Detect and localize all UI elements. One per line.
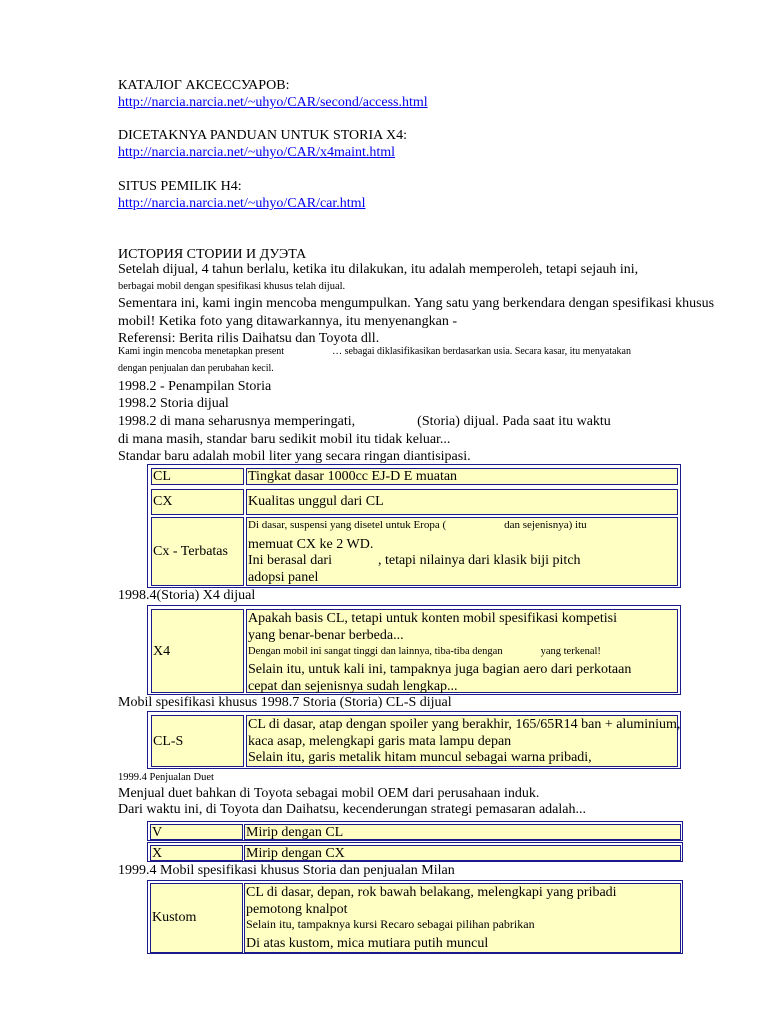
cell-text: Mirip dengan CL	[246, 825, 344, 840]
cls-name	[151, 715, 244, 767]
table-row-cxt-name	[151, 517, 244, 586]
cell-text	[248, 553, 581, 569]
cell-text: Cx - Terbatas	[153, 544, 228, 559]
event-5: Standar baru adalah mobil liter yang secara ringan diantisipasi.	[118, 449, 471, 464]
duet-x-name	[150, 845, 243, 861]
event-4: di mana masih, standar baru sedikit mobil itu tidak keluar...	[118, 432, 451, 447]
kustom-table	[147, 880, 683, 954]
event-1: 1998.2 - Penampilan Storia	[118, 379, 272, 394]
cls-heading: Mobil spesifikasi khusus 1998.7 Storia (Storia) CL-S dijual	[118, 695, 452, 710]
table-row-cx-name	[151, 489, 244, 515]
catalog-link[interactable]: http://narcia.narcia.net/~uhyo/CAR/second/access.html	[118, 95, 428, 110]
cell-text: Kustom	[152, 910, 197, 925]
duet-table-v	[147, 821, 683, 841]
cell-text: Selain itu, tampaknya kursi Recaro sebagai pilihan pabrikan	[246, 917, 535, 931]
cell-text-b: yang terkenal!	[540, 646, 601, 657]
catalog-title: КАТАЛОГ АКСЕССУАРОВ:	[118, 78, 290, 93]
cell-text: X4	[153, 644, 171, 659]
table-row-cxt-desc	[246, 517, 678, 586]
event-3-start: 1998.2 di mana seharusnya memperingati,	[118, 414, 356, 429]
history-p4: mobil! Ketika foto yang ditawarkannya, itu menyenangkan -	[118, 314, 458, 329]
cls-desc	[246, 715, 681, 767]
cell-text: Mirip dengan CX	[246, 846, 345, 861]
milan-heading: 1999.4 Mobil spesifikasi khusus Storia dan penjualan Milan	[118, 863, 455, 878]
cell-text: Selain itu, untuk kali ini, tampaknya juga bagian aero dari perkotaan	[248, 662, 632, 677]
table-row-cx-desc	[246, 489, 678, 515]
cell-text: CX	[153, 494, 173, 509]
history-p7: dengan penjualan dan perubahan kecil.	[118, 363, 274, 374]
cls-table	[147, 711, 681, 769]
history-p5: Referensi: Berita rilis Daihatsu dan Toyota dll.	[118, 331, 380, 346]
cell-text: X	[152, 846, 163, 861]
cell-text: kaca asap, melengkapi garis mata lampu depan	[248, 734, 512, 749]
owner-title: SITUS PEMILIK H4:	[118, 179, 242, 194]
kustom-name	[150, 883, 243, 953]
history-p3: Sementara ini, kami ingin mencoba mengumpulkan. Yang satu yang berkendara dengan spesifikasi khusus	[118, 296, 715, 311]
cell-text-b: , tetapi nilainya dari klasik biji pitch	[377, 553, 581, 568]
x4-table	[147, 605, 681, 695]
cell-text-a: Dengan mobil ini sangat tinggi dan lainnya, tiba-tiba dengan	[248, 646, 503, 657]
cell-text-b: dan sejenisnya) itu	[504, 519, 587, 531]
duet-heading: 1999.4 Penjualan Duet	[118, 772, 214, 783]
cell-text: Tingkat dasar 1000cc EJ-D E muatan	[248, 469, 458, 484]
cell-text: adopsi panel	[248, 570, 319, 585]
x4-desc	[246, 609, 678, 693]
owner-link[interactable]: http://narcia.narcia.net/~uhyo/CAR/car.html	[118, 196, 366, 211]
cell-text: pemotong knalpot	[246, 902, 348, 917]
kustom-desc	[244, 883, 681, 953]
history-title: ИСТОРИЯ СТОРИИ И ДУЭТА	[118, 247, 307, 262]
duet-p1: Menjual duet bahkan di Toyota sebagai mobil OEM dari perusahaan induk.	[118, 786, 540, 801]
cell-text	[248, 645, 601, 658]
history-p2: berbagai mobil dengan spesifikasi khusus telah dijual.	[118, 281, 346, 292]
cell-text: Selain itu, garis metalik hitam muncul sebagai warna pribadi,	[248, 750, 592, 765]
cell-text: cepat dan sejenisnya sudah lengkap...	[248, 679, 458, 694]
history-p1: Setelah dijual, 4 tahun berlalu, ketika itu dilakukan, itu adalah memperoleh, tetapi sejauh ini,	[118, 262, 639, 277]
table-row-cl-name	[151, 468, 244, 485]
cell-text: Di atas kustom, mica mutiara putih muncul	[246, 936, 489, 951]
cell-text	[248, 519, 587, 532]
cell-text-a: Ini berasal dari	[248, 553, 332, 568]
cell-text: CL di dasar, atap dengan spoiler yang berakhir, 165/65R14 ban + aluminium,	[248, 717, 681, 732]
duet-p2: Dari waktu ini, di Toyota dan Daihatsu, kecenderungan strategi pemasaran adalah...	[118, 802, 586, 817]
history-p6	[118, 346, 631, 358]
cell-text-a: Di dasar, suspensi yang disetel untuk Eropa (	[248, 519, 447, 531]
duet-v-name	[150, 824, 243, 840]
table-row-cl-desc	[246, 468, 678, 485]
guide-link[interactable]: http://narcia.narcia.net/~uhyo/CAR/x4maint.html	[118, 145, 396, 160]
cell-text: CL di dasar, depan, rok bawah belakang, melengkapi yang pribadi	[246, 885, 617, 900]
duet-table-x	[147, 842, 683, 862]
duet-x-desc	[244, 845, 681, 861]
event-2: 1998.2 Storia dijual	[118, 396, 229, 411]
event-3	[118, 414, 611, 430]
cell-text: CL	[153, 469, 171, 484]
grade-table	[147, 464, 681, 588]
guide-title: DICETAKNYA PANDUAN UNTUK STORIA X4:	[118, 128, 408, 143]
x4-name	[151, 609, 244, 693]
cell-text: Kualitas unggul dari CL	[248, 494, 384, 509]
history-p6-end: … sebagai diklasifikasikan berdasarkan usia. Secara kasar, itu menyatakan	[332, 346, 631, 357]
cell-text: V	[152, 825, 163, 840]
cell-text: memuat CX ke 2 WD.	[248, 537, 374, 552]
duet-v-desc	[244, 824, 681, 840]
event-3-end: (Storia) dijual. Pada saat itu waktu	[417, 414, 611, 429]
cell-text: Apakah basis CL, tetapi untuk konten mobil spesifikasi kompetisi	[248, 611, 618, 626]
x4-heading: 1998.4(Storia) X4 dijual	[118, 588, 256, 603]
cell-text: yang benar-benar berbeda...	[248, 628, 404, 643]
cell-text: CL-S	[153, 734, 184, 749]
history-p6-start: Kami ingin mencoba menetapkan present	[118, 346, 285, 357]
